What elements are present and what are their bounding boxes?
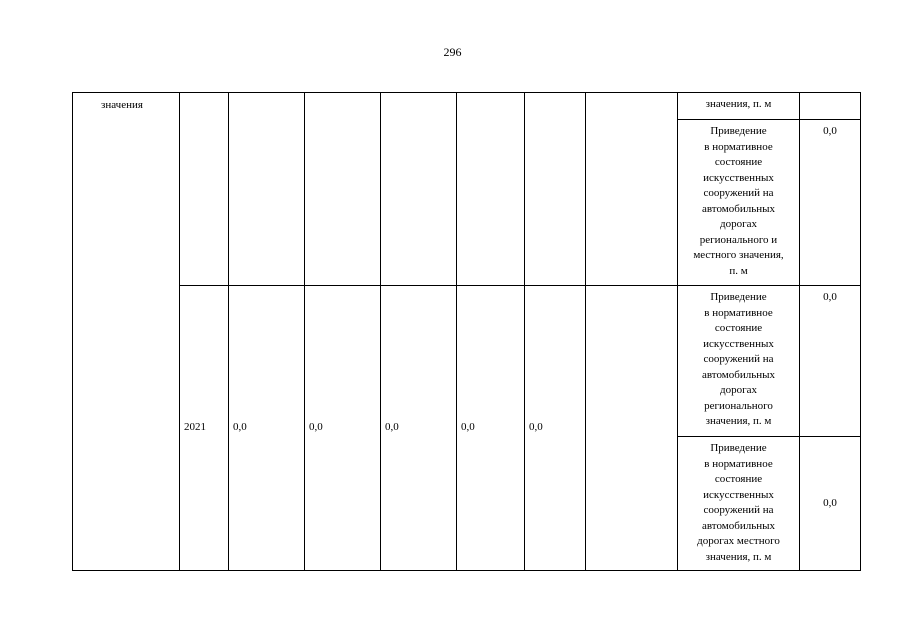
indicator-value: 0,0 xyxy=(800,286,861,437)
value-cell: 0,0 xyxy=(229,286,305,571)
indicator-value xyxy=(800,93,861,120)
indicator-description: значения, п. м xyxy=(678,93,800,120)
measure-name-cell: значения xyxy=(73,93,180,571)
indicator-value: 0,0 xyxy=(800,437,861,571)
empty-cell xyxy=(381,93,457,286)
value-cell: 0,0 xyxy=(525,286,586,571)
table-row xyxy=(73,93,861,120)
indicator-description: Приведение в нормативное состояние искусственных сооружений на автомобильных дорогах регионального и местного значения, п. м xyxy=(678,120,800,286)
value-cell: 0,0 xyxy=(381,286,457,571)
empty-cell xyxy=(586,286,678,571)
table-row xyxy=(73,286,861,437)
value-cell: 0,0 xyxy=(305,286,381,571)
indicator-value: 0,0 xyxy=(800,120,861,286)
indicator-description: Приведение в нормативное состояние искусственных сооружений на автомобильных дорогах местного значения, п. м xyxy=(678,437,800,571)
page-number: 296 xyxy=(443,45,462,59)
value-cell: 0,0 xyxy=(457,286,525,571)
program-table xyxy=(72,92,861,571)
indicator-description: Приведение в нормативное состояние искусственных сооружений на автомобильных дорогах регионального значения, п. м xyxy=(678,286,800,437)
empty-cell xyxy=(229,93,305,286)
empty-cell xyxy=(180,93,229,286)
empty-cell xyxy=(586,93,678,286)
empty-cell xyxy=(305,93,381,286)
year-cell: 2021 xyxy=(180,286,229,571)
empty-cell xyxy=(457,93,525,286)
empty-cell xyxy=(525,93,586,286)
